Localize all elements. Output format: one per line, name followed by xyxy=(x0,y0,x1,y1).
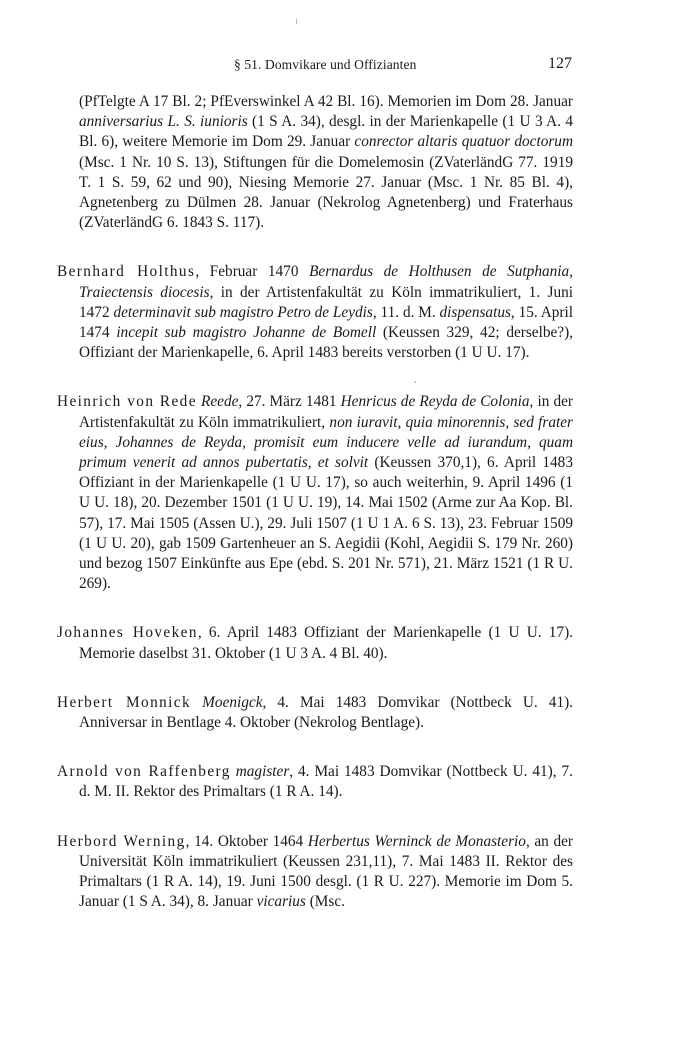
latin-quote: dispensatus xyxy=(439,303,511,321)
entry-text: , 6. April 1483 Offiziant der Marienkapelle (1 U U. 17). Memorie daselbst 31. Oktober (1 U 3 A. 4 Bl. 40). xyxy=(79,624,573,662)
page-number: 127 xyxy=(548,55,572,72)
latin-quote: anniversarius L. S. iunioris xyxy=(79,113,248,131)
entry-text: , in der Artistenfakultät zu Köln immatrikuliert, 1. Juni 1472 xyxy=(79,283,573,321)
entry-herbert-monnick xyxy=(57,693,573,733)
entry-name: Herbert Monnick xyxy=(57,693,192,711)
latin-quote: Herbertus Werninck de Monasterio xyxy=(307,832,526,850)
entry-text: , 14. Oktober 1464 xyxy=(185,832,308,850)
entry-name: Johannes Hoveken xyxy=(57,624,198,642)
entry-heinrich-von-rede xyxy=(57,392,573,594)
entry-text: (Msc. 1 Nr. 10 S. 13), Stiftungen für die Domelemosin (ZVaterländG 77. 1919 T. 1 S. 59, 62 und 90), Niesing Memorie 27. Januar (Msc. 1 Nr. 85 Bl. 4), Agnetenberg zu Dülmen 28. Januar (Nekrolog Agnetenberg) und Fraterhaus (ZVaterländG 6. 1843 S. 117). xyxy=(79,153,573,232)
entry-text: (Keussen 329, 42; derselbe?), Offiziant der Marienkapelle, 6. April 1483 bereits verstorben (1 U U. 17). xyxy=(79,324,573,362)
entry-text xyxy=(191,694,202,711)
entry-bernhard-holthus xyxy=(57,262,573,363)
entry-name: Arnold von Raffenberg xyxy=(57,763,231,781)
entry-text: (Keussen 370,1), 6. April 1483 Offiziant in der Marienkapelle (1 U U. 17), so auch weiterhin, 9. April 1496 (1 U U. 18), 20. Dezember 1501 (1 U U. 19), 14. Mai 1502 (Arme zur Aa Kop. Bl. 57), 17. Mai 1505 (Assen U.), 29. Juli 1507 (1 U 1 A. 6 S. 13), 23. Februar 1509 (1 U U. 20), gab 1509 Gartenheuer an S. Aegidii (Kohl, Aegidii S. 179 Nr. 260) und bezog 1507 Einkünfte aus Epe (ebd. S. 201 Nr. 571), 21. März 1521 (1 R U. 269). xyxy=(79,454,573,593)
entry-text: , Februar 1470 xyxy=(195,263,310,281)
entry-text: , 15. April 1474 xyxy=(79,303,574,342)
latin-quote: Moenigck xyxy=(202,693,263,711)
entry-name: Herbord Werning xyxy=(57,832,186,850)
latin-quote: Henricus de Reyda de Colonia xyxy=(340,393,530,411)
entry-text: (Msc. xyxy=(305,893,345,911)
entry-name: Bernhard Holthus xyxy=(57,263,196,281)
entry-herbord-werning xyxy=(57,832,573,913)
latin-quote: magister xyxy=(235,763,290,781)
entry-text: , 4. Mai 1483 Domvikar (Nottbeck U. 41), 7. d. M. II. Rektor des Primaltars (1 R A. 14). xyxy=(79,763,574,801)
running-head: § 51. Domvikare und Offizianten xyxy=(234,57,417,72)
page-body xyxy=(57,92,573,942)
entry-text: (1 S A. 34), desgl. in der Marienkapelle (1 U 3 A. 4 Bl. 6), weitere Memorie im Dom 29. Januar xyxy=(79,113,574,151)
latin-quote: vicarius xyxy=(256,893,306,911)
entry-text: (PfTelgte A 17 Bl. 2; PfEverswinkel A 42 Bl. 16). Memorien im Dom 28. Januar xyxy=(79,93,573,110)
entry-arnold-von-raffenberg xyxy=(57,762,573,802)
entry-name: Heinrich von Rede xyxy=(57,393,197,411)
entry-text: , 4. Mai 1483 Domvikar (Nottbeck U. 41). Anniversar in Bentlage 4. Oktober (Nekrolog Bentlage). xyxy=(79,693,574,732)
latin-quote: conrector altaris quatuor doctorum xyxy=(354,133,573,151)
entry-johannes-hoveken xyxy=(57,623,573,663)
print-mark xyxy=(296,19,297,24)
page-header xyxy=(56,57,572,77)
entry-text: , in der Artistenfakultät zu Köln immatrikuliert, xyxy=(79,393,573,431)
latin-quote: Reede xyxy=(201,393,239,411)
entry-text: , 11. d. M. xyxy=(372,303,440,321)
latin-quote: determinavit sub magistro Petro de Leydis xyxy=(113,303,373,321)
paper-speck xyxy=(414,381,416,383)
entry-text: , 27. März 1481 xyxy=(238,393,341,411)
latin-quote: Bernardus de Holthusen de Sutphania, Traiectensis diocesis xyxy=(79,263,573,301)
latin-quote: incepit sub magistro Johanne de Bomell xyxy=(116,324,377,342)
latin-quote: non iuravit, quia minorennis, sed frater eius, Johannes de Reyda, promisit eum inducere velle ad iurandum, quam primum venerit ad annos pubertatis, et solvit xyxy=(79,413,574,472)
entry-text: , an der Universität Köln immatrikuliert (Keussen 231,11), 7. Mai 1483 II. Rektor des Primaltars (1 R A. 14), 19. Juni 1500 desgl. (1 R U. 227). Memorie im Dom 5. Januar (1 S A. 34), 8. Januar xyxy=(79,832,573,911)
entry-continuation xyxy=(57,92,573,233)
